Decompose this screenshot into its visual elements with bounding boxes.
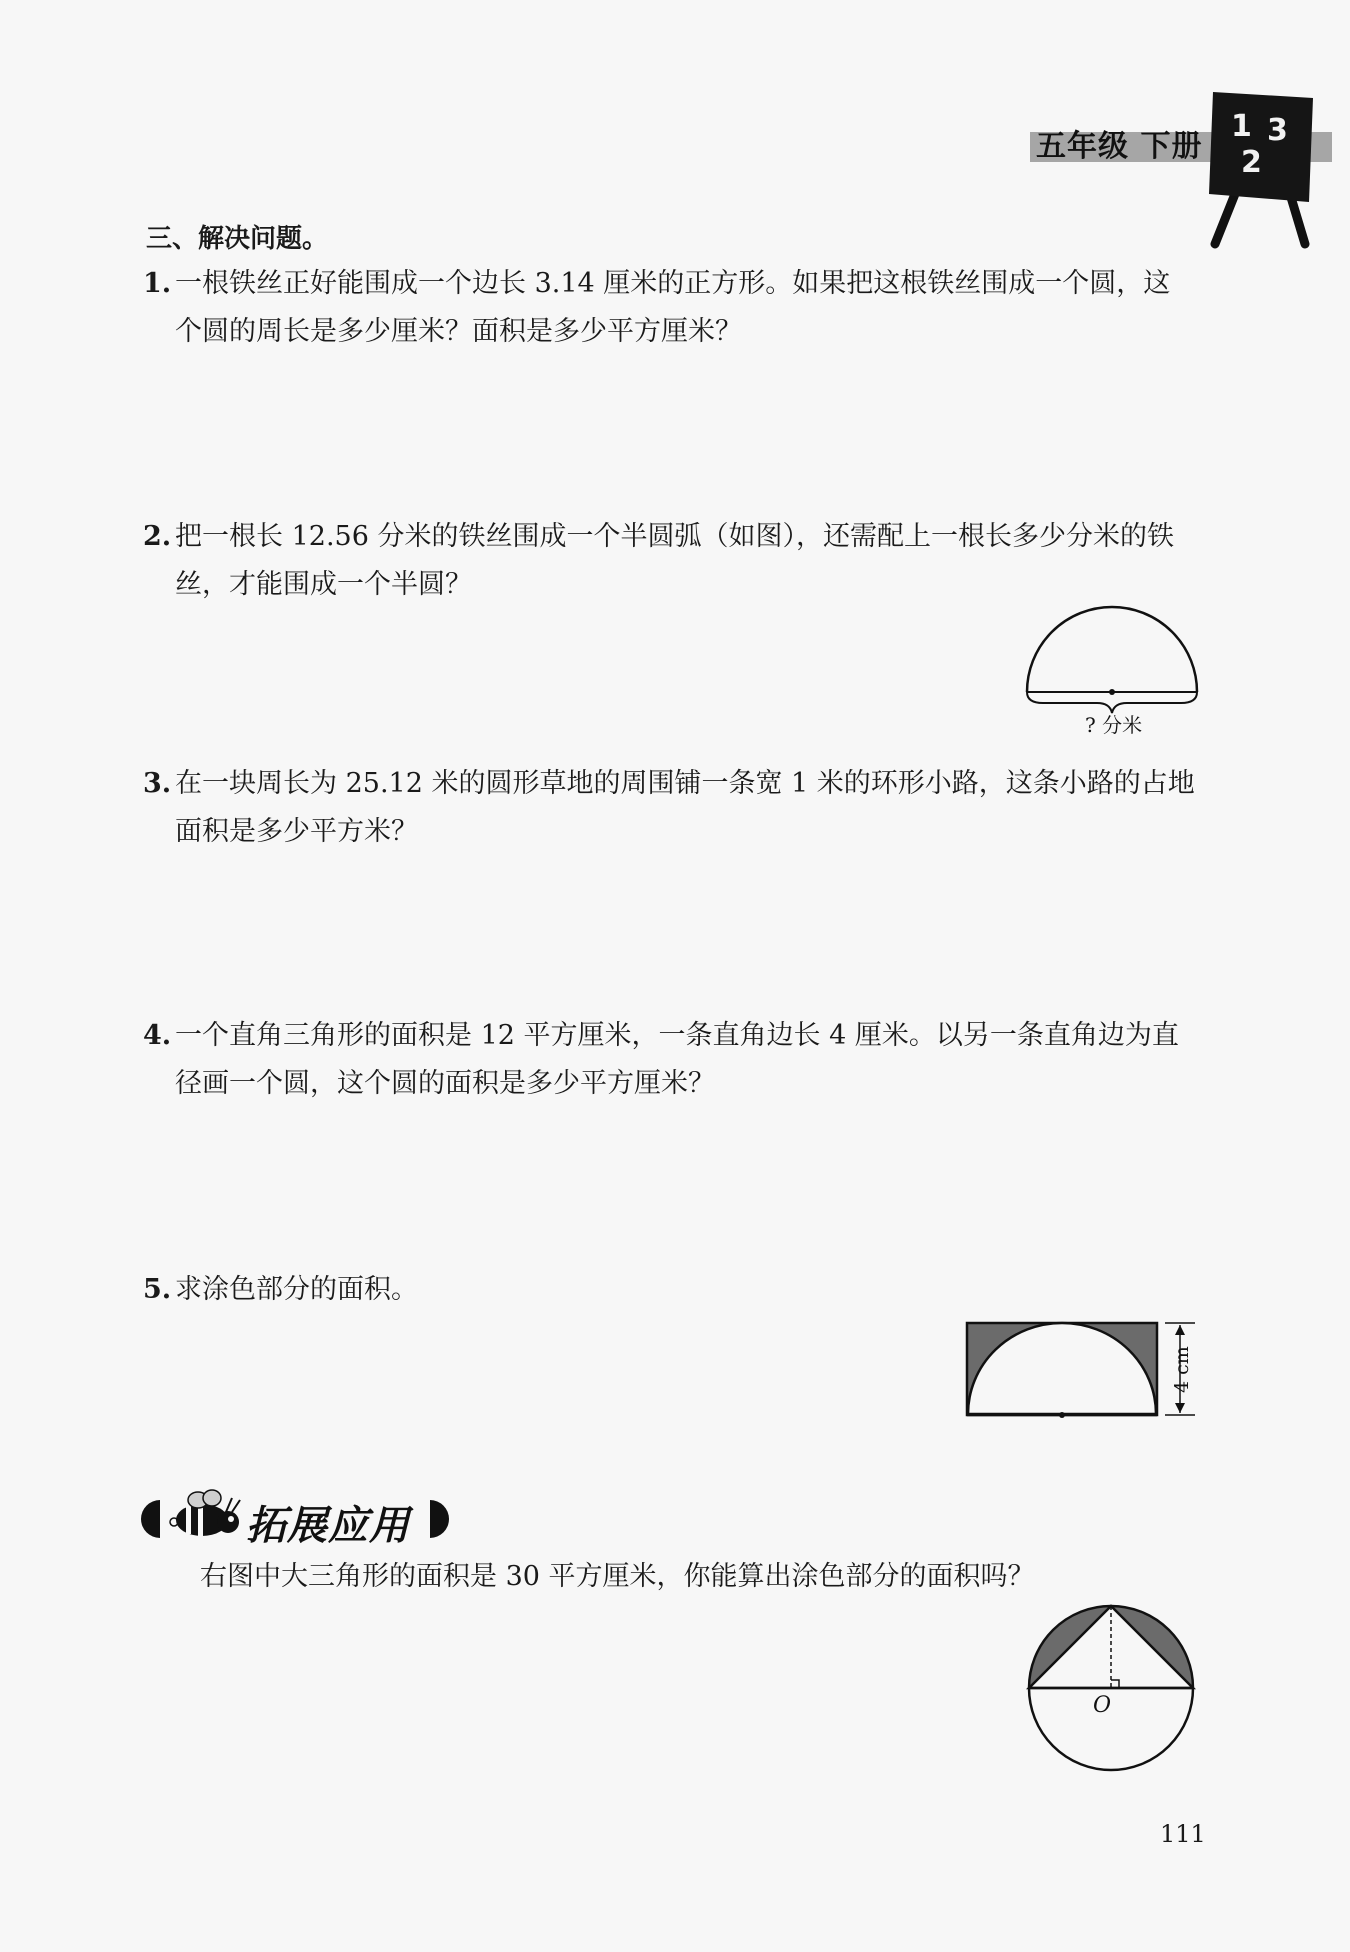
board-number-3: 3: [1267, 113, 1288, 148]
question-number: 1.: [143, 268, 172, 299]
question-3: [143, 760, 1203, 856]
question-number: 2.: [143, 521, 172, 552]
question-text-line2: 丝，才能围成一个半圆？: [175, 569, 472, 600]
section-title: 三、解决问题。: [146, 224, 329, 254]
shaded-semicircle-figure: [960, 1315, 1205, 1420]
semicircle-arc-figure: [1015, 595, 1205, 745]
question-1: [143, 260, 1203, 356]
diameter-label: ? 分米: [1085, 713, 1143, 737]
question-number: 3.: [143, 768, 172, 799]
extension-question-text: 右图中大三角形的面积是 30 平方厘米，你能算出涂色部分的面积吗？: [200, 1561, 1035, 1592]
bee-icon: [170, 1490, 240, 1536]
chalkboard-icon: [1205, 84, 1320, 249]
board-number-2: 2: [1241, 145, 1262, 180]
question-4: [143, 1012, 1203, 1108]
question-text-line1: 求涂色部分的面积。: [175, 1274, 418, 1305]
question-number: 4.: [143, 1020, 172, 1051]
question-number: 5.: [143, 1274, 172, 1305]
question-text-line1: 一根铁丝正好能围成一个边长 3.14 厘米的正方形。如果把这根铁丝围成一个圆，这: [175, 268, 1171, 299]
question-text-line2: 面积是多少平方米？: [175, 816, 418, 847]
question-text-line2: 个圆的周长是多少厘米？面积是多少平方厘米？: [175, 316, 742, 347]
board-number-1: 1: [1231, 109, 1252, 144]
extension-title: 拓展应用: [246, 1503, 410, 1549]
grade-label: 五年级 下册: [1036, 129, 1203, 164]
question-text-line2: 径画一个圆，这个圆的面积是多少平方厘米？: [175, 1068, 715, 1099]
page-number: 111: [1160, 1820, 1206, 1848]
center-label: O: [1093, 1693, 1112, 1718]
circle-triangle-figure: [1025, 1602, 1200, 1777]
question-5: [143, 1266, 1203, 1314]
question-text-line1: 在一块周长为 25.12 米的圆形草地的周围铺一条宽 1 米的环形小路，这条小路的占地: [175, 768, 1195, 799]
question-text-line1: 一个直角三角形的面积是 12 平方厘米，一条直角边长 4 厘米。以另一条直角边为直: [175, 1020, 1179, 1051]
question-text-line1: 把一根长 12.56 分米的铁丝围成一个半圆弧（如图），还需配上一根长多少分米的铁: [175, 521, 1174, 552]
height-label: 4 cm: [1171, 1346, 1193, 1393]
